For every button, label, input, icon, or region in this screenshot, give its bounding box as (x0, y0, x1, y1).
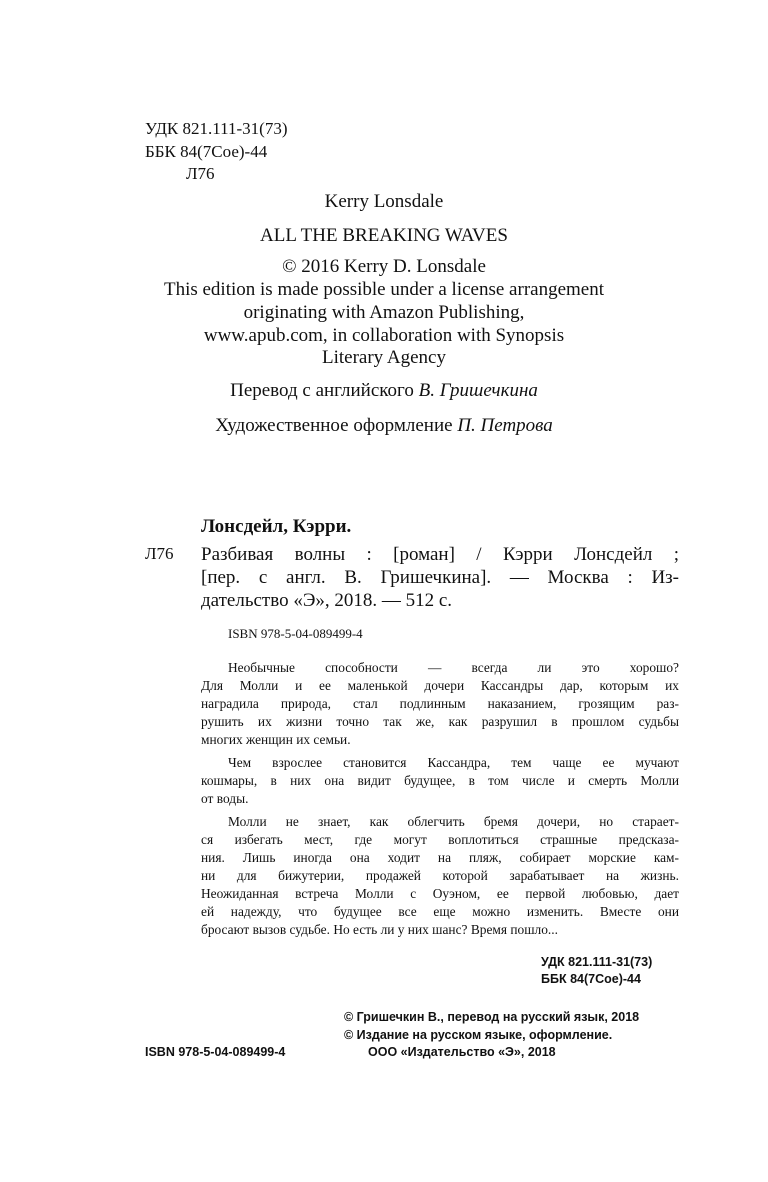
annotation-line: ей надежду, что будущее все еще можно изменить. Вместе они (201, 904, 679, 919)
footer-isbn: ISBN 978-5-04-089499-4 (145, 1045, 286, 1059)
annotation-line: Неожиданная встреча Молли с Оуэном, ее первой любовью, дает (201, 886, 679, 901)
annotation-line: бросают вызов судьбе. Но есть ли у них шанс? Время пошло... (201, 922, 558, 937)
card-body-line: [пер. с англ. В. Гришечкина]. — Москва : Из- (201, 567, 679, 588)
footer-bbk: ББК 84(7Сое)-44 (541, 972, 641, 986)
bbk-code: ББК 84(7Сое)-44 (145, 142, 268, 161)
card-author-mark: Л76 (145, 544, 174, 563)
author-mark: Л76 (186, 164, 215, 183)
original-copyright: © 2016 Kerry D. Lonsdale (282, 256, 486, 277)
annotation-line: наградила природа, стал подлинным наказанием, грозящим раз- (201, 696, 679, 711)
annotation-paragraph (201, 659, 679, 749)
footer-copyright-line: ООО «Издательство «Э», 2018 (368, 1045, 556, 1059)
design-credit (0, 415, 768, 437)
designer-name: П. Петрова (457, 415, 553, 436)
translator-name: В. Гришечкина (418, 380, 538, 401)
annotation-line: ни для бижутерии, продажей которой зарабатывает на жизнь. (201, 868, 679, 883)
card-body (201, 543, 679, 612)
card-heading: Лонсдейл, Кэрри. (201, 516, 352, 537)
annotation-line: от воды. (201, 791, 249, 806)
annotation-line: многих женщин их семьи. (201, 732, 351, 747)
annotation-paragraph (201, 754, 679, 808)
license-line: originating with Amazon Publishing, (243, 302, 525, 323)
original-author: Kerry Lonsdale (324, 191, 444, 212)
license-line: www.apub.com, in collaboration with Synopsis (203, 325, 565, 346)
footer-copyright-line: © Издание на русском языке, оформление. (344, 1028, 613, 1042)
annotation-line: Для Молли и ее маленькой дочери Кассандры дар, которым их (201, 678, 679, 693)
footer-udk: УДК 821.111-31(73) (541, 955, 653, 969)
card-body-line: дательство «Э», 2018. — 512 с. (201, 590, 453, 611)
translation-credit (0, 380, 768, 402)
annotation-line: кошмары, в них она видит будущее, в том числе и смерть Молли (201, 773, 679, 788)
annotation-paragraph (201, 813, 679, 939)
annotation-line: Чем взрослее становится Кассандра, тем чаще ее мучают (228, 755, 679, 770)
original-title: ALL THE BREAKING WAVES (260, 225, 508, 246)
license-line: Literary Agency (322, 347, 446, 368)
annotation-line: Необычные способности — всегда ли это хорошо? (228, 660, 679, 675)
card-isbn: ISBN 978-5-04-089499-4 (228, 626, 363, 641)
design-prefix: Художественное оформление (215, 415, 458, 436)
annotation (201, 659, 679, 944)
license-line: This edition is made possible under a license arrangement (163, 279, 605, 300)
card-body-line: Разбивая волны : [роман] / Кэрри Лонсдейл ; (201, 544, 679, 565)
translation-prefix: Перевод с английского (230, 380, 419, 401)
annotation-line: ся избегать мест, где могут воплотиться страшные предсказа- (201, 832, 679, 847)
udk-code: УДК 821.111-31(73) (145, 119, 288, 138)
annotation-line: ния. Лишь иногда она ходит на пляж, собирает морские кам- (201, 850, 679, 865)
footer-copyright-line: © Гришечкин В., перевод на русский язык, 2018 (344, 1010, 640, 1024)
annotation-line: рушить их жизни точно так же, как разрушил в прошлом судьбы (201, 714, 679, 729)
annotation-line: Молли не знает, как облегчить бремя дочери, но старает- (228, 814, 679, 829)
